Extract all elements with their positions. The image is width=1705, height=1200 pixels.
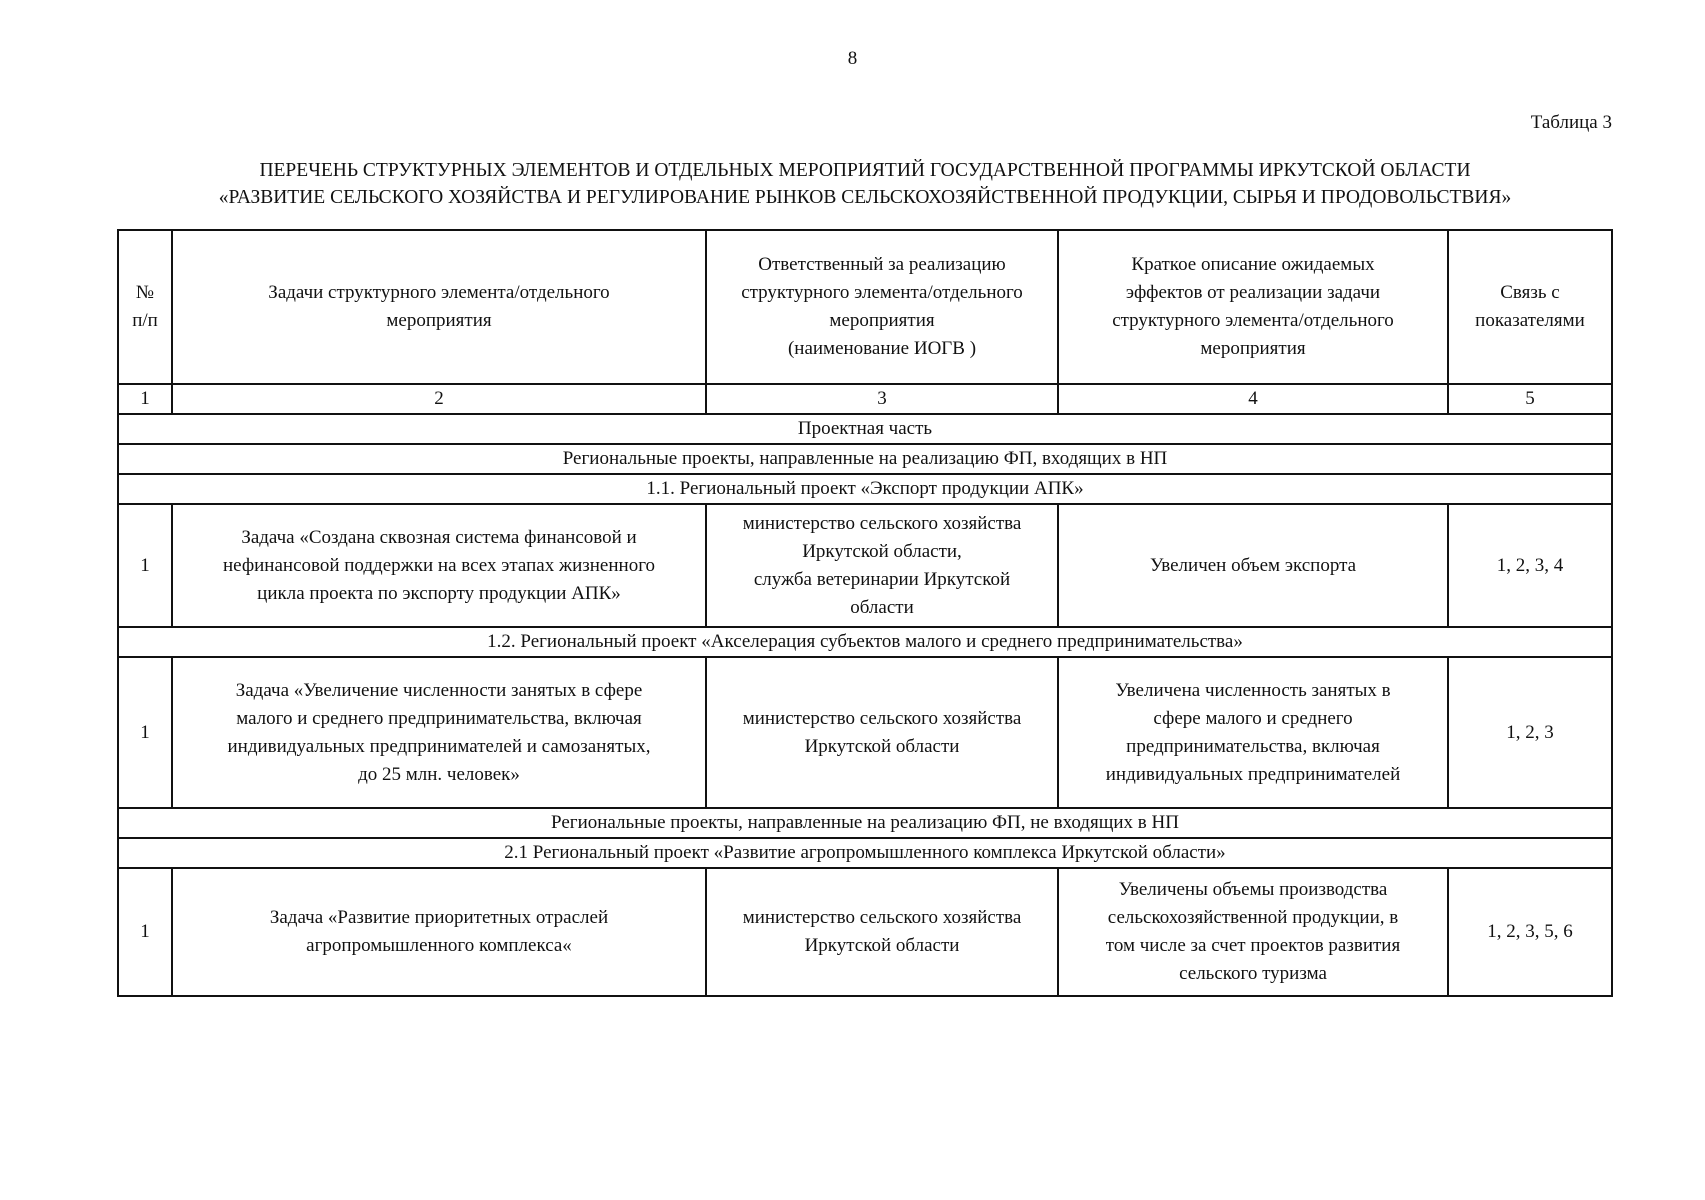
row-indicators: 1, 2, 3	[1448, 657, 1612, 808]
table-header-row	[118, 230, 1612, 384]
table-row	[118, 657, 1612, 808]
section-title: 1.2. Региональный проект «Акселерация субъектов малого и среднего предпринимательства»	[118, 627, 1612, 657]
column-number-cell: 5	[1448, 384, 1612, 414]
row-effect: Увеличен объем экспорта	[1058, 504, 1448, 627]
document-title-line: «РАЗВИТИЕ СЕЛЬСКОГО ХОЗЯЙСТВА И РЕГУЛИРОВАНИЕ РЫНКОВ СЕЛЬСКОХОЗЯЙСТВЕННОЙ ПРОДУКЦИИ, СЫРЬЯ И ПРОДОВОЛЬСТВИЯ»	[218, 187, 1512, 208]
measures-table	[117, 229, 1613, 997]
header-cell-number: № п/п	[118, 230, 172, 384]
section-row	[118, 627, 1612, 657]
column-numbers-row	[118, 384, 1612, 414]
row-indicators: 1, 2, 3, 4	[1448, 504, 1612, 627]
row-responsible: министерство сельского хозяйства Иркутской области	[706, 868, 1058, 996]
header-cell-task: Задачи структурного элемента/отдельного мероприятия	[172, 230, 706, 384]
section-title: Проектная часть	[118, 414, 1612, 444]
row-number: 1	[118, 504, 172, 627]
row-responsible: министерство сельского хозяйства Иркутской области, служба ветеринарии Иркутской области	[706, 504, 1058, 627]
row-effect: Увеличена численность занятых в сфере малого и среднего предпринимательства, включая индивидуальных предпринимателей	[1058, 657, 1448, 808]
table-caption: Таблица 3	[1530, 112, 1612, 133]
row-responsible: министерство сельского хозяйства Иркутской области	[706, 657, 1058, 808]
table-row	[118, 504, 1612, 627]
page-number: 8	[847, 48, 858, 69]
column-number-cell: 4	[1058, 384, 1448, 414]
column-number-cell: 2	[172, 384, 706, 414]
section-row	[118, 474, 1612, 504]
section-title: Региональные проекты, направленные на реализацию ФП, не входящих в НП	[118, 808, 1612, 838]
section-title: 1.1. Региональный проект «Экспорт продукции АПК»	[118, 474, 1612, 504]
section-title: Региональные проекты, направленные на реализацию ФП, входящих в НП	[118, 444, 1612, 474]
row-task: Задача «Развитие приоритетных отраслей агропромышленного комплекса«	[172, 868, 706, 996]
table-row	[118, 868, 1612, 996]
section-row	[118, 808, 1612, 838]
document-title-line: ПЕРЕЧЕНЬ СТРУКТУРНЫХ ЭЛЕМЕНТОВ И ОТДЕЛЬНЫХ МЕРОПРИЯТИЙ ГОСУДАРСТВЕННОЙ ПРОГРАММЫ ИРКУТСКОЙ ОБЛАСТИ	[259, 160, 1471, 181]
column-number-cell: 3	[706, 384, 1058, 414]
header-cell-effect: Краткое описание ожидаемых эффектов от реализации задачи структурного элемента/отдельного мероприятия	[1058, 230, 1448, 384]
section-row	[118, 414, 1612, 444]
row-task: Задача «Увеличение численности занятых в сфере малого и среднего предпринимательства, включая индивидуальных предпринимателей и самозанятых, до 25 млн. человек»	[172, 657, 706, 808]
section-title: 2.1 Региональный проект «Развитие агропромышленного комплекса Иркутской области»	[118, 838, 1612, 868]
row-effect: Увеличены объемы производства сельскохозяйственной продукции, в том числе за счет проектов развития сельского туризма	[1058, 868, 1448, 996]
row-number: 1	[118, 657, 172, 808]
header-cell-indicators: Связь с показателями	[1448, 230, 1612, 384]
column-number-cell: 1	[118, 384, 172, 414]
document-title	[120, 157, 1610, 211]
section-row	[118, 838, 1612, 868]
row-indicators: 1, 2, 3, 5, 6	[1448, 868, 1612, 996]
section-row	[118, 444, 1612, 474]
header-cell-responsible: Ответственный за реализацию структурного элемента/отдельного мероприятия (наименование ИОГВ )	[706, 230, 1058, 384]
row-number: 1	[118, 868, 172, 996]
row-task: Задача «Создана сквозная система финансовой и нефинансовой поддержки на всех этапах жизненного цикла проекта по экспорту продукции АПК»	[172, 504, 706, 627]
